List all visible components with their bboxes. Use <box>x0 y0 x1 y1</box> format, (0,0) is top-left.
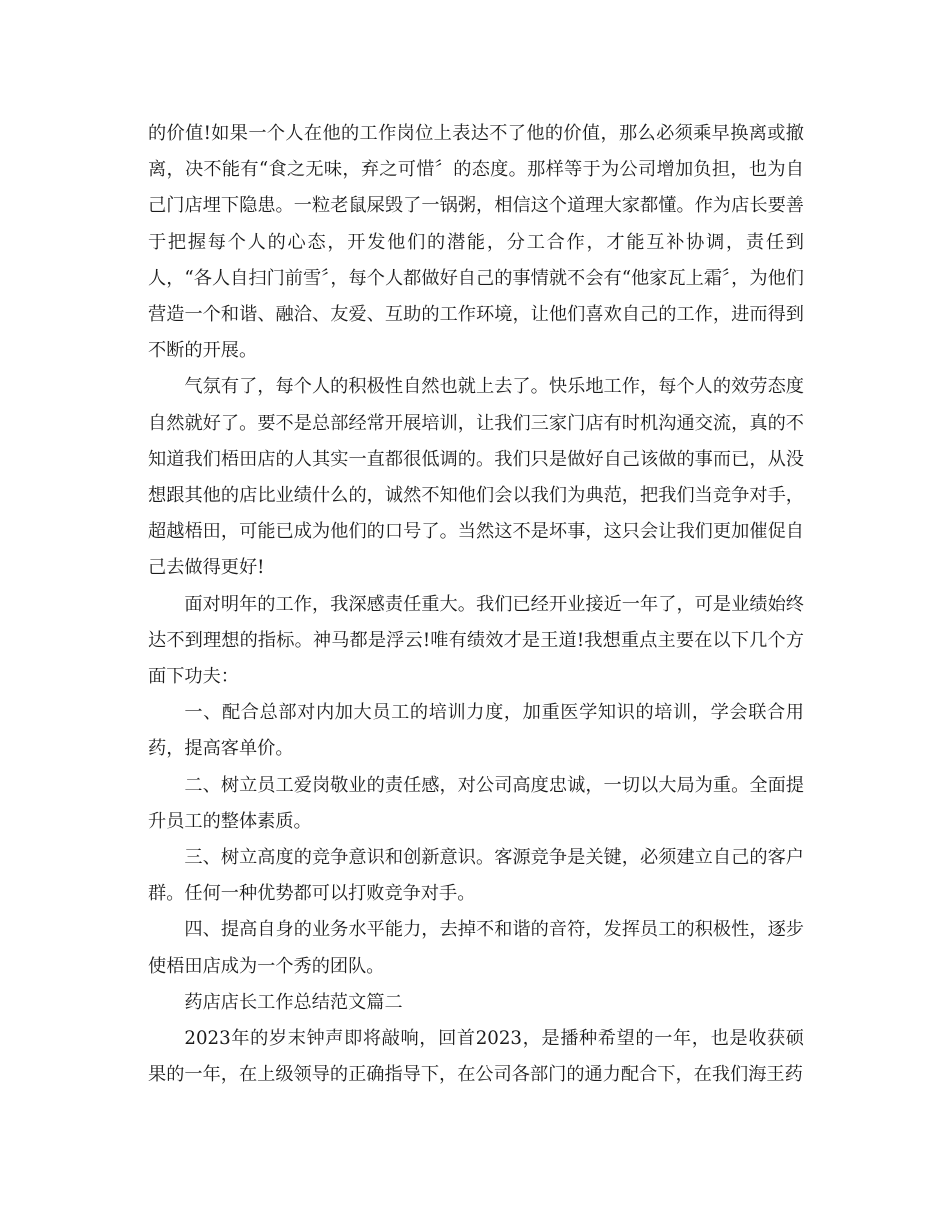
paragraph: 面对明年的工作，我深感责任重大。我们已经开业接近一年了，可是业绩始终达不到理想的指标。神马都是浮云!唯有绩效才是王道!我想重点主要在以下几个方面下功夫： <box>148 593 804 688</box>
section-heading: 药店店长工作总结范文篇二 <box>184 991 403 1013</box>
list-item: 三、树立高度的竞争意识和创新意识。客源竞争是关键，必须建立自己的客户群。任何一种优势都可以打败竞争对手。 <box>148 847 804 905</box>
paragraph-continued: 的价值!如果一个人在他的工作岗位上表达不了他的价值，那么必须乘早换离或撤离，决不能有“食之无味，弃之可惜〞的态度。那样等于为公司增加负担，也为自己门店埋下隐患。一粒老鼠屎毁了一锅粥，相信这个道理大家都懂。作为店长要善于把握每个人的心态，开发他们的潜能，分工合作，才能互补协调，责任到人，“各人自扫门前雪〞，每个人都做好自己的事情就不会有“他家瓦上霜〞，为他们营造一个和谐、融洽、友爱、互助的工作环境，让他们喜欢自己的工作，进而得到不断的开展。 <box>148 123 804 362</box>
document-body <box>148 116 804 1093</box>
paragraph: 气氛有了，每个人的积极性自然也就上去了。快乐地工作，每个人的效劳态度自然就好了。要不是总部经常开展培训，让我们三家门店有时机沟通交流，真的不知道我们梧田店的人其实一直都很低调的。我们只是做好自己该做的事而已，从没想跟其他的店比业绩什么的，诚然不知他们会以我们为典范，把我们当竞争对手，超越梧田，可能已成为他们的口号了。当然这不是坏事，这只会让我们更加催促自己去做得更好! <box>148 376 804 579</box>
list-item: 二、树立员工爱岗敬业的责任感，对公司高度忠诚，一切以大局为重。全面提升员工的整体素质。 <box>148 774 804 832</box>
list-item: 四、提高自身的业务水平能力，去掉不和谐的音符，发挥员工的积极性，逐步使梧田店成为一个秀的团队。 <box>148 919 804 977</box>
paragraph: 2023年的岁末钟声即将敲响，回首2023，是播种希望的一年，也是收获硕果的一年，在上级领导的正确指导下，在公司各部门的通力配合下，在我们海王药 <box>148 1028 804 1086</box>
list-item: 一、配合总部对内加大员工的培训力度，加重医学知识的培训，学会联合用药，提高客单价。 <box>148 702 804 760</box>
